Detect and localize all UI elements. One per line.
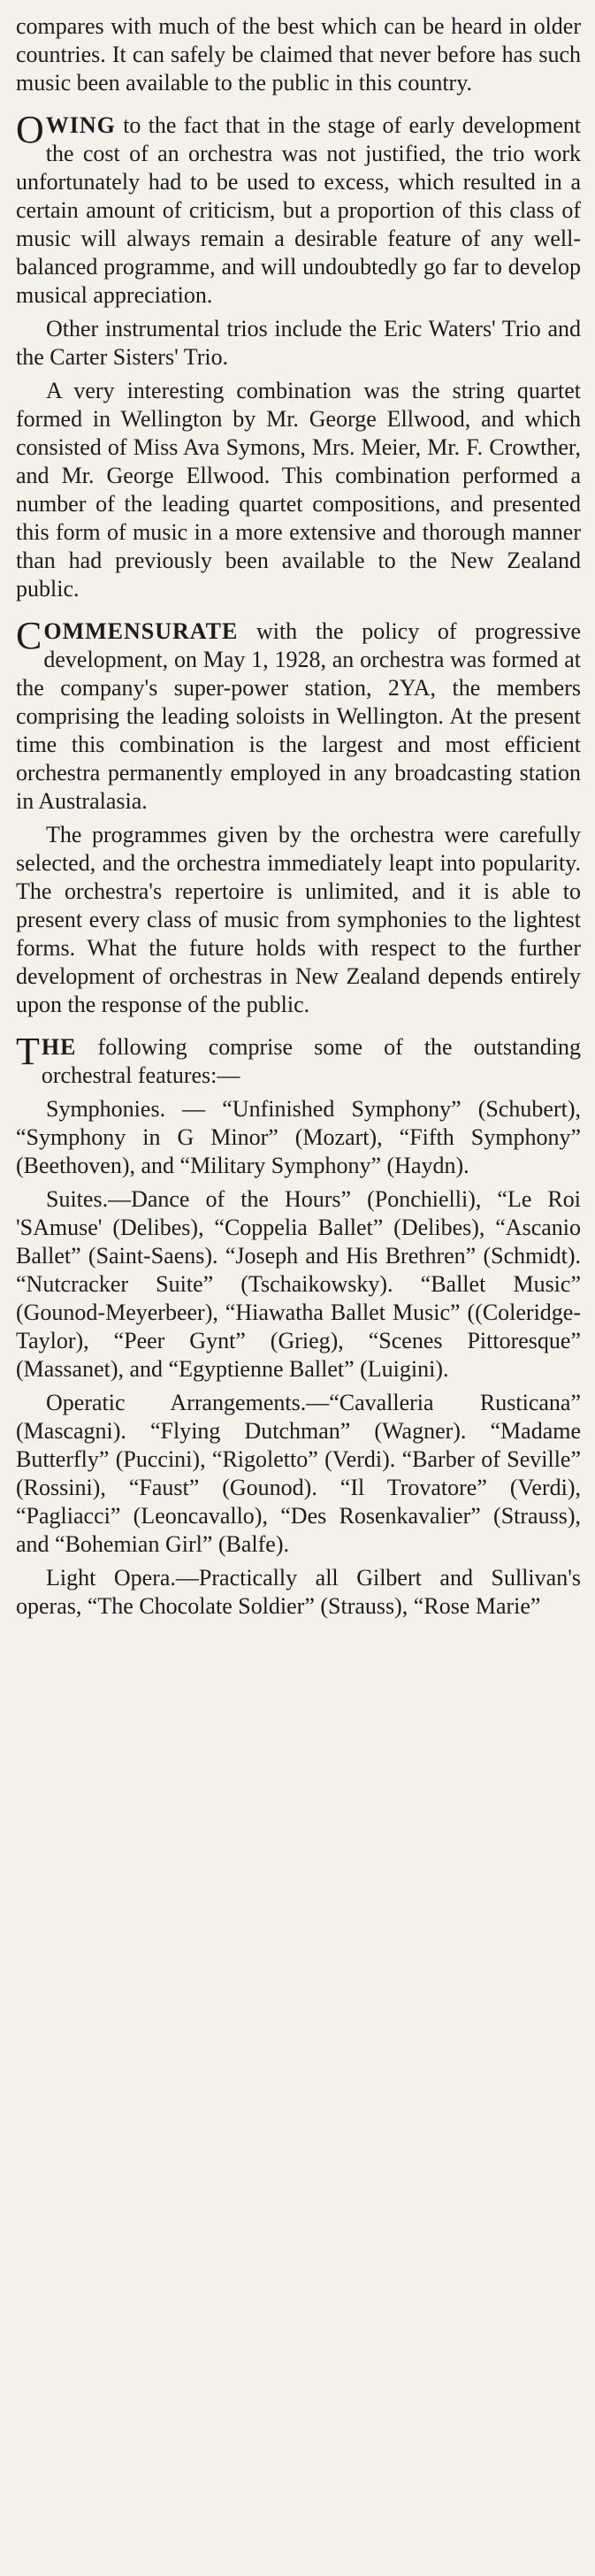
paragraph-trios: Other instrumental trios include the Eric Waters' Trio and the Carter Sisters' Trio. <box>16 316 581 370</box>
section-owing-text: to the fact that in the stage of early development the cost of an orchestra was not justified, the trio work unfortunately had to be used to excess, which resulted in a certain amount of criticism, but a proportion of this class of music will always remain a desirable feature of any well-balanced programme, and will undoubtedly go far to develop musical appreciation. <box>16 112 581 308</box>
opening-paragraph: compares with much of the best which can be heard in older countries. It can safely be claimed that never before has such music been available to the public in this country. <box>16 13 581 96</box>
lead-word-the: HE <box>41 1034 77 1060</box>
lead-word-commensurate: OMMENSURATE <box>43 618 239 644</box>
paragraph-string-quartet: A very interesting combination was the string quartet formed in Wellington by Mr. George Ellwood, and which consisted of Miss Ava Symons, Mrs. Meier, Mr. F. Crowther, and Mr. George Ellwood. This combination performed a number of the leading quartet compositions, and presented this form of music in a more extensive and thorough manner than had previously been available to the New Zealand public. <box>16 378 581 602</box>
section-owing <box>16 108 581 310</box>
paragraph-light-opera: Light Opera.—Practically all Gilbert and Sullivan's operas, “The Chocolate Soldier” (Strauss), “Rose Marie” <box>16 1565 581 1619</box>
dropcap-t: T <box>16 1030 40 1073</box>
section-following <box>16 1030 581 1090</box>
paragraph-operatic: Operatic Arrangements.—“Cavalleria Rusticana” (Mascagni). “Flying Dutchman” (Wagner). “Madame Butterfly” (Puccini), “Rigoletto” (Verdi). “Barber of Seville” (Rossini), “Faust” (Gounod). “Il Trovatore” (Verdi), “Pagliacci” (Leoncavallo), “Des Rosenkavalier” (Strauss), and “Bohemian Girl” (Balfe). <box>16 1390 581 1557</box>
paragraph-programmes: The programmes given by the orchestra were carefully selected, and the orchestra immediately leapt into popularity. The orchestra's repertoire is unlimited, and it is able to present every class of music from symphonies to the lightest forms. What the future holds with respect to the further development of orchestras in New Zealand depends entirely upon the response of the public. <box>16 822 581 1017</box>
paragraph-symphonies: Symphonies. — “Unfinished Symphony” (Schubert), “Symphony in G Minor” (Mozart), “Fifth Symphony” (Beethoven), and “Military Symphony” (Haydn). <box>16 1096 581 1178</box>
dropcap-c: C <box>16 614 42 657</box>
lead-word-owing: WING <box>45 112 116 138</box>
dropcap-o: O <box>16 108 44 151</box>
section-commensurate <box>16 614 581 816</box>
section-commensurate-text: with the policy of progressive development, on May 1, 1928, an orchestra was formed at the company's super-power station, 2YA, the members comprising the leading soloists in Wellington. At the present time this combination is the largest and most efficient orchestra permanently employed in any broadcasting station in Australasia. <box>16 618 581 814</box>
section-following-text: following comprise some of the outstanding orchestral features:— <box>41 1034 581 1088</box>
paragraph-suites: Suites.—Dance of the Hours” (Ponchielli), “Le Roi 'SAmuse' (Delibes), “Coppelia Ballet” (Delibes), “Ascanio Ballet” (Saint-Saens). “Joseph and His Brethren” (Schmidt). “Nutcracker Suite” (Tschaikowsky). “Ballet Music” (Gounod-Meyerbeer), “Hiawatha Ballet Music” ((Coleridge-Taylor), “Peer Gynt” (Grieg), “Scenes Pittoresque” (Massanet), and “Egyptienne Ballet” (Luigini). <box>16 1186 581 1382</box>
